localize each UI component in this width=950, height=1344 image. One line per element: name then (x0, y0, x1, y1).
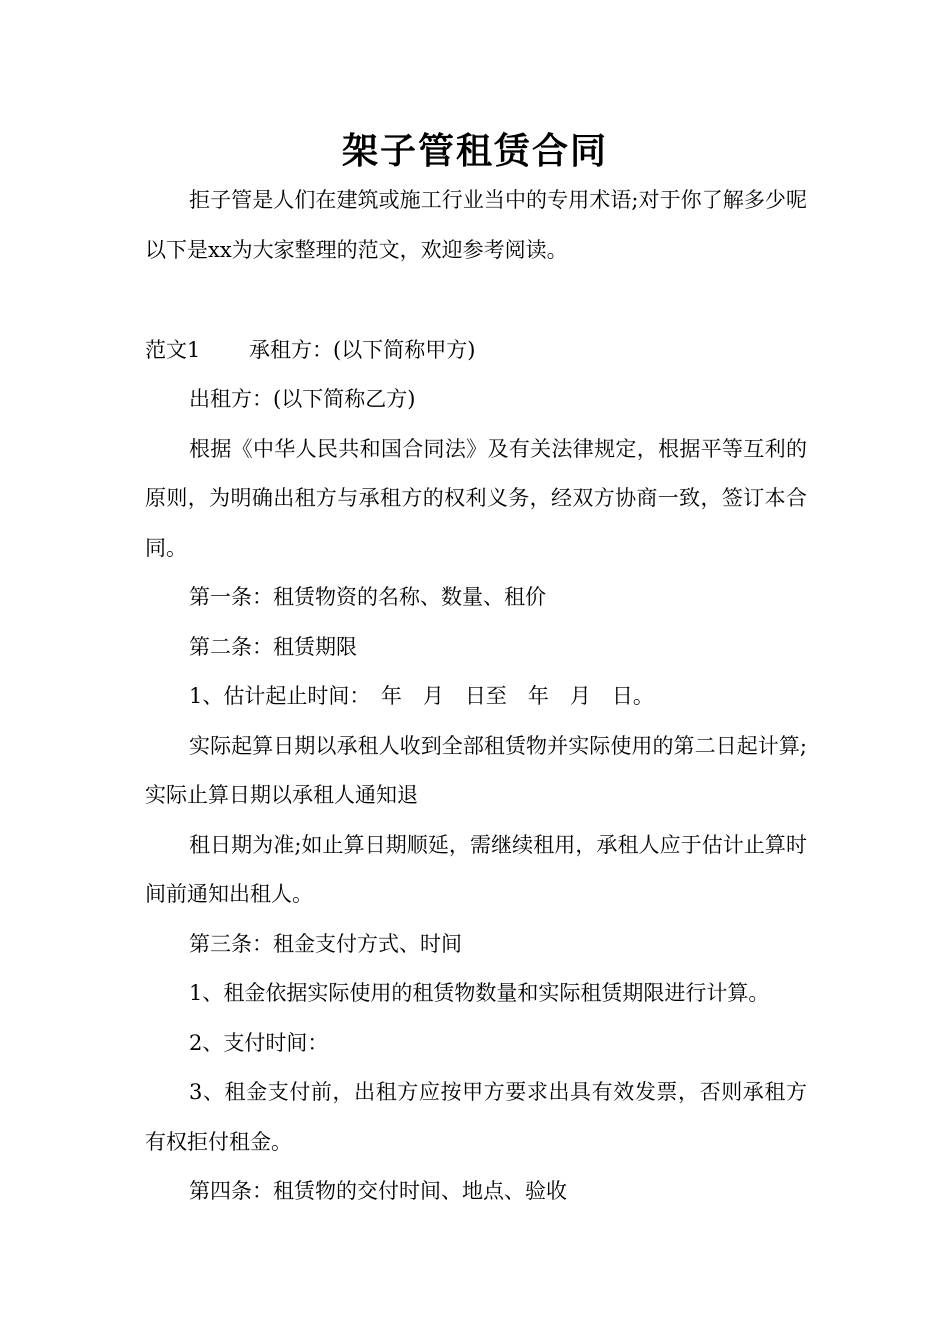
intro-paragraph: 拒子管是人们在建筑或施工行业当中的专用术语;对于你了解多少呢以下是xx为大家整理的范文，欢迎参考阅读。 (145, 188, 807, 262)
paragraph: 租日期为准;如止算日期顺延，需继续租用，承租人应于估计止算时间前通知出租人。 (145, 832, 807, 906)
document-title: 架子管租赁合同 (341, 131, 608, 172)
article-label: 范文1 (145, 338, 201, 362)
article-heading (145, 326, 475, 376)
article-first-line: 承租方：(以下简称甲方) (249, 338, 476, 362)
paragraph: 1、租金依据实际使用的租赁物数量和实际租赁期限进行计算。 (189, 981, 770, 1005)
paragraph: 3、租金支付前，出租方应按甲方要求出具有效发票，否则承租方有权拒付租金。 (145, 1080, 807, 1154)
paragraph: 2、支付时间： (189, 1030, 329, 1055)
paragraph: 第四条：租赁物的交付时间、地点、验收 (189, 1179, 567, 1203)
paragraph: 根据《中华人民共和国合同法》及有关法律规定，根据平等互利的原则，为明确出租方与承租方的权利义务，经双方协商一致，签订本合同。 (145, 436, 807, 560)
paragraph: 出租方：(以下简称乙方) (189, 387, 416, 411)
paragraph: 1、估计起止时间： 年 月 日至 年 月 日。 (189, 684, 654, 708)
contract-body (145, 375, 807, 1217)
paragraph: 实际起算日期以承租人收到全部租赁物并实际使用的第二日起计算;实际止算日期以承租人通知退 (145, 733, 807, 807)
paragraph: 第一条：租赁物资的名称、数量、租价 (189, 585, 546, 609)
paragraph: 第二条：租赁期限 (189, 634, 357, 659)
paragraph: 第三条：租金支付方式、时间 (189, 931, 462, 956)
